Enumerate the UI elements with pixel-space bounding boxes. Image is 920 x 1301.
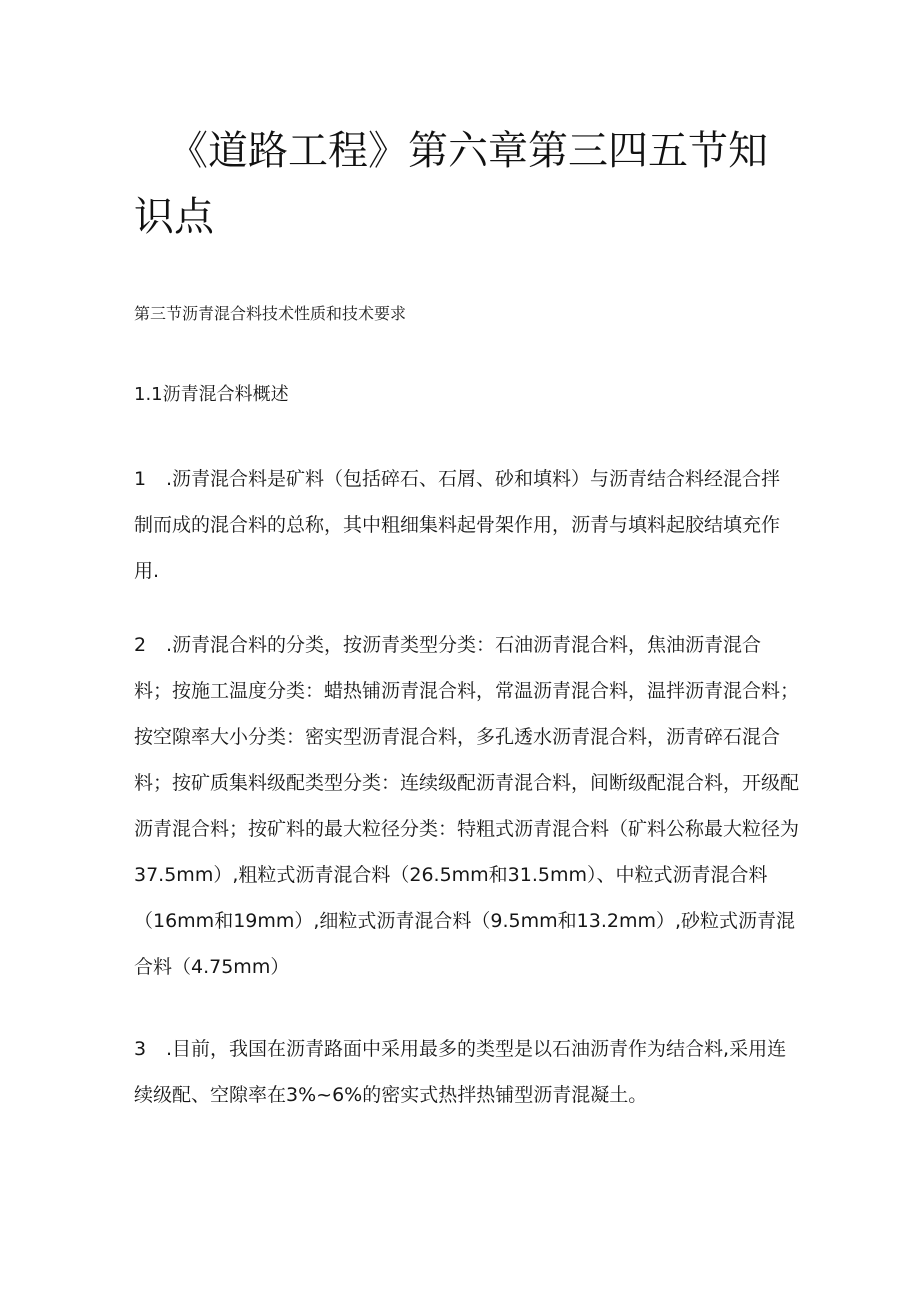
paragraph-3 xyxy=(134,1026,799,1118)
paragraph-2 xyxy=(134,622,799,990)
paragraph-text: .沥青混合料的分类，按沥青类型分类：石油沥青混合料，焦油沥青混合料；按施工温度分类：蜡热铺沥青混合料，常温沥青混合料，温拌沥青混合料；按空隙率大小分类：密实型沥青混合料，多孔透水沥青混合料，沥青碎石混合料；按矿质集料级配类型分类：连续级配沥青混合料，间断级配混合料，开级配沥青混合料；按矿料的最大粒径分类：特粗式沥青混合料（矿料公称最大粒径为37.5mm）,粗粒式沥青混合料（26.5mm和31.5mm）、中粒式沥青混合料（16mm和19mm）,细粒式沥青混合料（9.5mm和13.2mm）,砂粒式沥青混合料（4.75mm） xyxy=(134,634,800,978)
section-heading: 第三节沥青混合料技术性质和技术要求 xyxy=(134,304,407,323)
paragraph-1 xyxy=(134,456,799,594)
paragraph-number: 1 xyxy=(134,468,147,490)
paragraph-number: 3 xyxy=(134,1038,147,1060)
sub-heading: 1.1沥青混合料概述 xyxy=(134,384,289,405)
paragraph-text: .沥青混合料是矿料（包括碎石、石屑、砂和填料）与沥青结合料经混合拌制而成的混合料的总称，其中粗细集料起骨架作用，沥青与填料起胶结填充作用. xyxy=(134,468,781,582)
paragraph-number: 2 xyxy=(134,634,147,656)
paragraph-text: .目前，我国在沥青路面中采用最多的类型是以石油沥青作为结合料,采用连续级配、空隙率在3%~6%的密实式热拌热铺型沥青混凝土。 xyxy=(134,1038,787,1106)
document-title: 《道路工程》第六章第三四五节知识点 xyxy=(134,128,768,240)
